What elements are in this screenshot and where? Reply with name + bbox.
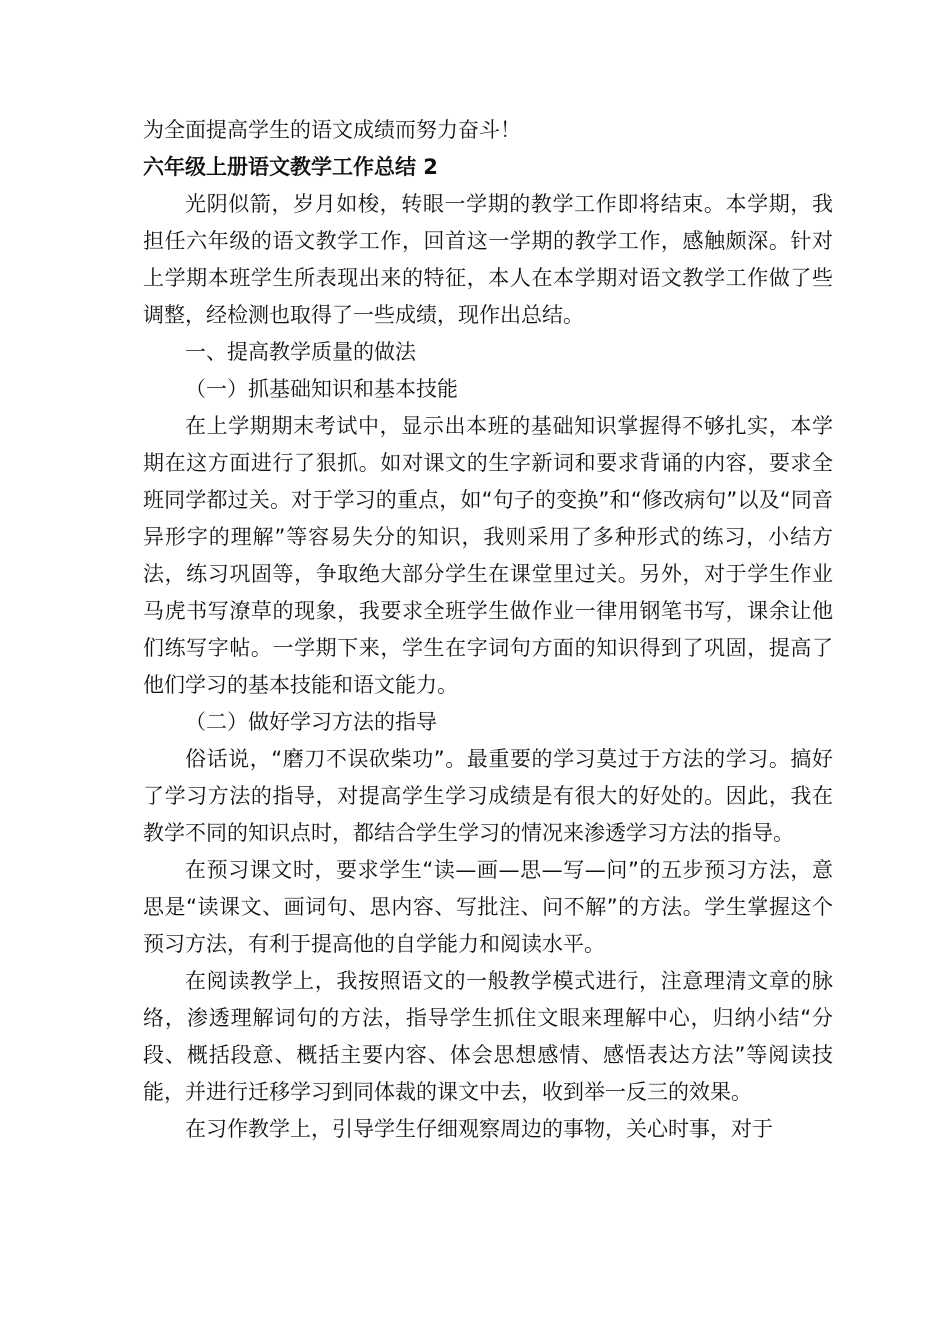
subheading-basics: （一）抓基础知识和基本技能 [185, 377, 458, 401]
intro-paragraph: 光阴似箭，岁月如梭，转眼一学期的教学工作即将结束。本学期，我担任六年级的语文教学工作，回首这一学期的教学工作，感触颇深。针对上学期本班学生所表现出来的特征，本人在本学期对语文教学工作做了些调整，经检测也取得了一些成绩，现作出总结。 [143, 192, 833, 327]
methods-paragraph: 俗话说，“磨刀不误砍柴功”。最重要的学习莫过于方法的学习。搞好了学习方法的指导，对提高学生学习成绩是有很大的好处的。因此，我在教学不同的知识点时，都结合学生学习的情况来渗透学习方法的指导。 [143, 747, 833, 845]
reading-paragraph: 在阅读教学上，我按照语文的一般教学模式进行，注意理清文章的脉络，渗透理解词句的方法，指导学生抓住文眼来理解中心，归纳小结“分段、概括段意、概括主要内容、体会思想感情、感悟表达方法”等阅读技能，并进行迁移学习到同体裁的课文中去，收到举一反三的效果。 [143, 969, 833, 1104]
section-title: 六年级上册语文教学工作总结 2 [143, 155, 438, 179]
basics-paragraph: 在上学期期末考试中，显示出本班的基础知识掌握得不够扎实，本学期在这方面进行了狠抓。如对课文的生字新词和要求背诵的内容，要求全班同学都过关。对于学习的重点，如“句子的变换”和“修改病句”以及“同音异形字的理解”等容易失分的知识，我则采用了多种形式的练习，小结方法，练习巩固等，争取绝大部分学生在课堂里过关。另外，对于学生作业马虎书写潦草的现象，我要求全班学生做作业一律用钢笔书写，课余让他们练写字帖。一学期下来，学生在字词句方面的知识得到了巩固，提高了他们学习的基本技能和语文能力。 [143, 414, 833, 697]
document-body [143, 112, 833, 1148]
subheading-methods: （二）做好学习方法的指导 [185, 710, 437, 734]
preview-paragraph: 在预习课文时，要求学生“读—画—思—写—问”的五步预习方法，意思是“读课文、画词句、思内容、写批注、问不解”的方法。学生掌握这个预习方法，有利于提高他的自学能力和阅读水平。 [143, 858, 833, 956]
writing-paragraph: 在习作教学上，引导学生仔细观察周边的事物，关心时事，对于 [185, 1117, 773, 1141]
heading-level-1: 一、提高教学质量的做法 [185, 340, 416, 364]
closing-sentence: 为全面提高学生的语文成绩而努力奋斗！ [143, 118, 521, 142]
